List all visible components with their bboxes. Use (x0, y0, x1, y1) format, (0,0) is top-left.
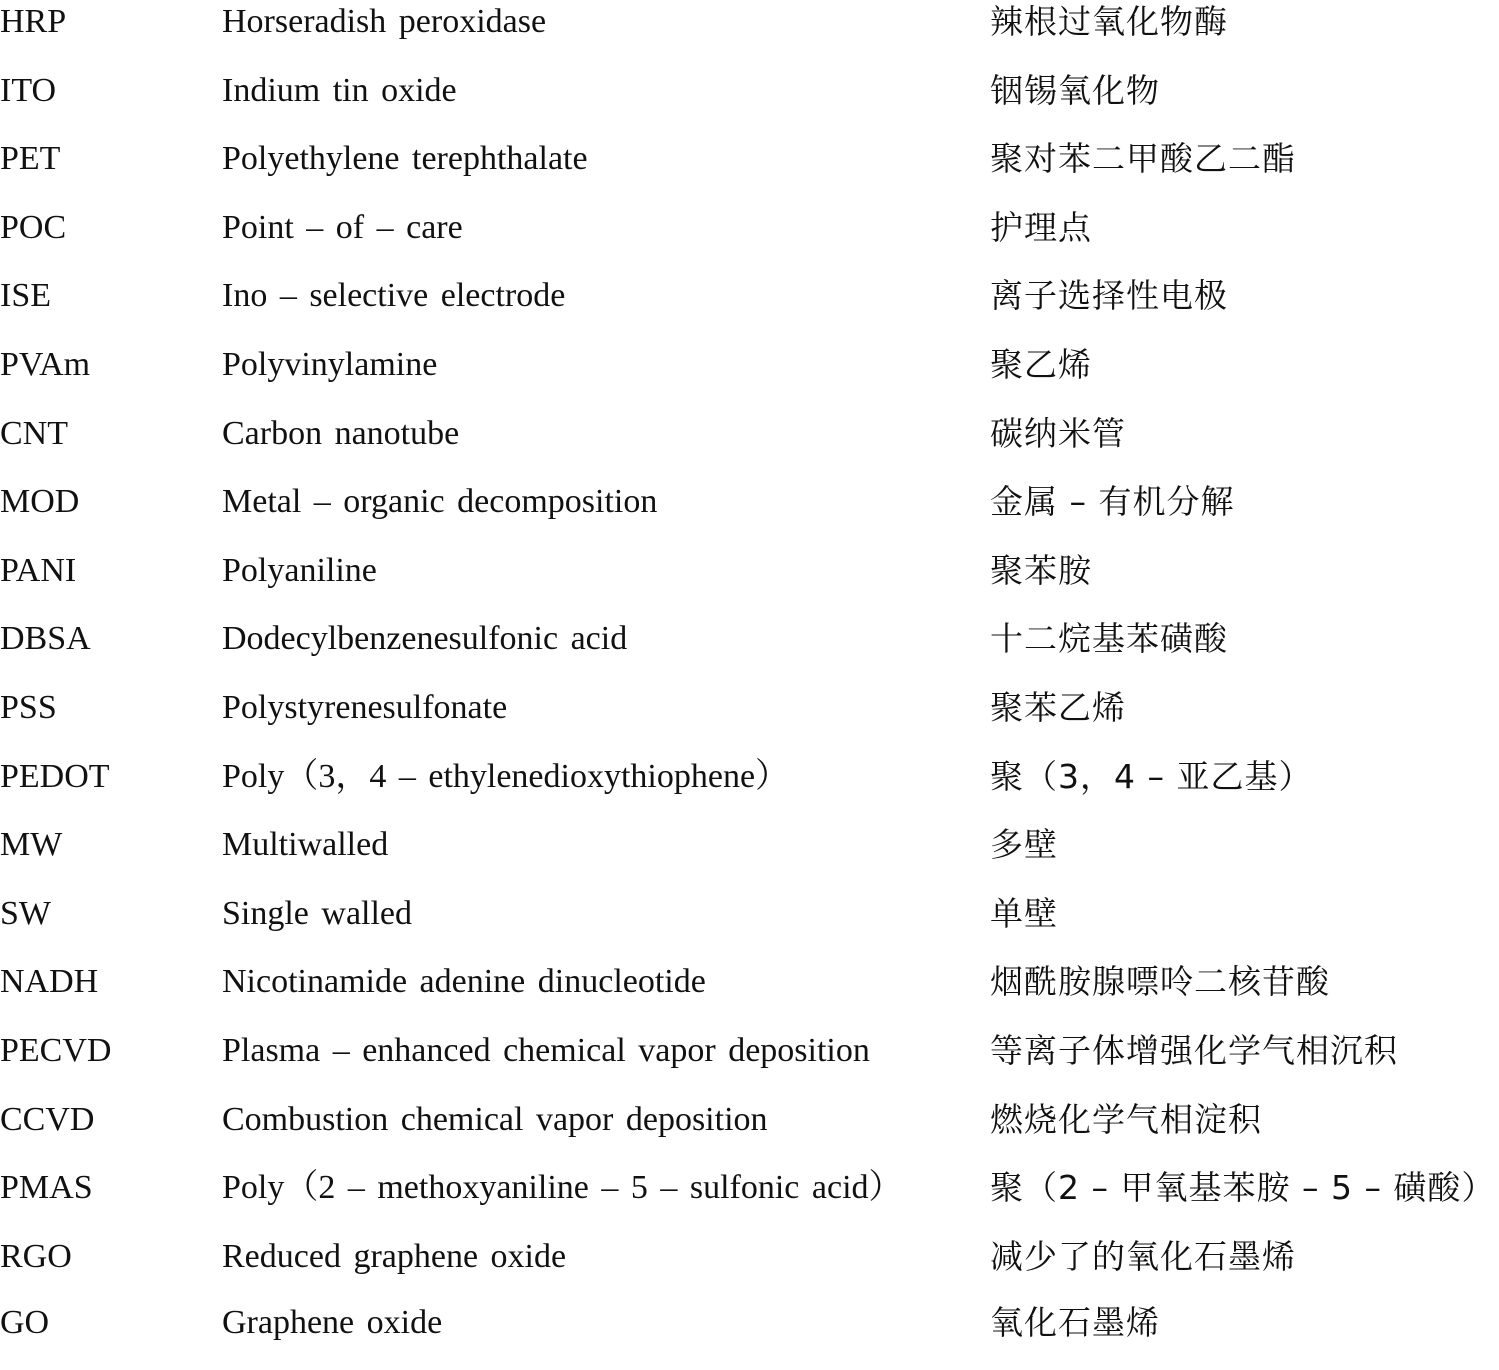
abbreviation: HRP (0, 3, 67, 40)
abbreviation: DBSA (0, 620, 91, 658)
chinese-term: 聚（3，4 – 亚乙基） (990, 756, 1313, 796)
english-term: Polystyrenesulfonate (222, 689, 508, 726)
chinese-term: 燃烧化学气相淀积 (990, 1099, 1262, 1139)
abbreviation: PANI (0, 551, 77, 589)
abbreviation: SW (0, 894, 51, 932)
english-term: Graphene oxide (222, 1304, 443, 1341)
glossary-row (0, 549, 1499, 618)
abbreviation: RGO (0, 1237, 72, 1275)
abbreviation: MW (0, 826, 63, 864)
english-term: Nicotinamide adenine dinucleotide (222, 963, 706, 1001)
glossary-row (0, 206, 1499, 275)
abbreviation: PET (0, 140, 61, 178)
abbreviation: PVAm (0, 346, 91, 383)
glossary-row (0, 274, 1499, 343)
english-term: Combustion chemical vapor deposition (222, 1100, 768, 1138)
abbreviation: POC (0, 208, 67, 246)
chinese-term: 辣根过氧化物酶 (990, 2, 1228, 41)
english-term: Poly（2 – methoxyaniline – 5 – sulfonic acid） (222, 1169, 903, 1207)
english-term: Polyvinylamine (222, 346, 438, 383)
chinese-term: 十二烷基苯磺酸 (990, 619, 1228, 659)
glossary-row (0, 617, 1499, 686)
english-term: Metal – organic decomposition (222, 483, 658, 521)
english-term: Carbon nanotube (222, 414, 460, 452)
chinese-term: 烟酰胺腺嘌呤二核苷酸 (990, 962, 1330, 1002)
chinese-term: 碳纳米管 (990, 413, 1126, 453)
abbreviation: GO (0, 1304, 50, 1341)
english-term: Poly（3，4 – ethylenedioxythiophene） (222, 757, 790, 795)
glossary-row (0, 686, 1499, 755)
english-term: Indium tin oxide (222, 71, 457, 109)
chinese-term: 氧化石墨烯 (990, 1303, 1160, 1342)
glossary-row (0, 1029, 1499, 1098)
abbreviation: CCVD (0, 1100, 95, 1138)
chinese-term: 金属 – 有机分解 (990, 482, 1235, 522)
abbreviation: MOD (0, 483, 80, 521)
english-term: Multiwalled (222, 826, 389, 864)
english-term: Single walled (222, 894, 413, 932)
chinese-term: 减少了的氧化石墨烯 (990, 1236, 1296, 1276)
chinese-term: 离子选择性电极 (990, 276, 1228, 316)
chinese-term: 聚乙烯 (990, 345, 1092, 384)
glossary-row (0, 137, 1499, 206)
glossary-row (0, 1166, 1499, 1235)
glossary-row (0, 1098, 1499, 1167)
glossary-row (0, 412, 1499, 481)
abbreviation: NADH (0, 963, 99, 1001)
glossary-row (0, 343, 1499, 412)
english-term: Dodecylbenzenesulfonic acid (222, 620, 628, 658)
chinese-term: 等离子体增强化学气相沉积 (990, 1031, 1398, 1070)
abbreviation: PECVD (0, 1032, 112, 1069)
glossary-row (0, 755, 1499, 824)
glossary-row (0, 0, 1499, 69)
glossary-row (0, 960, 1499, 1029)
glossary-row (0, 1235, 1499, 1304)
glossary-row (0, 69, 1499, 138)
english-term: Plasma – enhanced chemical vapor deposition (222, 1032, 870, 1069)
abbreviation: PMAS (0, 1169, 93, 1207)
chinese-term: 聚对苯二甲酸乙二酯 (990, 139, 1296, 179)
english-term: Ino – selective electrode (222, 277, 566, 315)
english-term: Horseradish peroxidase (222, 3, 547, 40)
abbreviation: CNT (0, 414, 68, 452)
english-term: Reduced graphene oxide (222, 1237, 567, 1275)
glossary-row (0, 892, 1499, 961)
abbreviation: ISE (0, 277, 51, 315)
abbreviation: PSS (0, 689, 57, 726)
chinese-term: 护理点 (990, 207, 1092, 247)
chinese-term: 铟锡氧化物 (990, 70, 1160, 110)
abbreviation: PEDOT (0, 757, 110, 795)
english-term: Polyaniline (222, 551, 377, 589)
chinese-term: 单壁 (990, 893, 1058, 933)
english-term: Polyethylene terephthalate (222, 140, 588, 178)
chinese-term: 聚苯胺 (990, 550, 1092, 590)
english-term: Point – of – care (222, 208, 463, 246)
glossary-row (0, 823, 1499, 892)
chinese-term: 多壁 (990, 825, 1058, 865)
glossary-row (0, 1301, 1499, 1370)
glossary-row (0, 480, 1499, 549)
chinese-term: 聚苯乙烯 (990, 688, 1126, 727)
chinese-term: 聚（2 – 甲氧基苯胺 – 5 – 磺酸） (990, 1168, 1496, 1208)
abbreviation: ITO (0, 71, 57, 109)
